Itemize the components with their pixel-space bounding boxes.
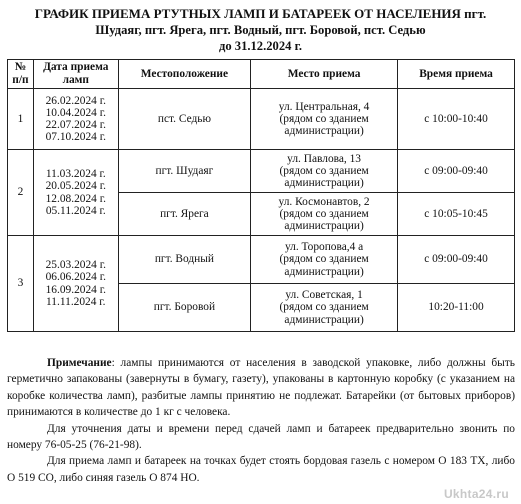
row-location: пгт. Водный [118, 236, 250, 284]
row-address [251, 193, 398, 236]
row-dates [33, 236, 118, 332]
address-line: ул. Павлова, 13 [287, 152, 362, 165]
address-line: ул. Советская, 1 [285, 289, 363, 302]
row-time: с 10:00-10:40 [398, 89, 515, 150]
row-num: 3 [8, 236, 34, 332]
date: 25.03.2024 г. [45, 259, 106, 272]
row-time: с 09:00-09:40 [398, 150, 515, 193]
row-location: пгт. Ярега [118, 193, 250, 236]
table-header-row [8, 60, 515, 89]
title-line-1: ГРАФИК ПРИЕМА РТУТНЫХ ЛАМП И БАТАРЕЕК ОТ НАСЕЛЕНИЯ пгт. [34, 6, 487, 21]
row-address [251, 284, 398, 332]
row-dates [33, 150, 118, 236]
row-location: пгт. Шудаяг [118, 150, 250, 193]
note-label: Примечание [47, 357, 112, 369]
title-line-2: Шудаяг, пгт. Ярега, пгт. Водный, пгт. Боровой, пст. Седью [95, 23, 426, 37]
title-line-3: до 31.12.2024 г. [218, 39, 303, 53]
date: 22.07.2024 г. [45, 119, 106, 131]
date: 10.04.2024 г. [45, 106, 106, 119]
row-location: пст. Седью [118, 89, 250, 150]
address-line: администрации) [284, 313, 364, 326]
address-line: администрации) [284, 220, 364, 233]
address-line: ул. Центральная, 4 [278, 100, 370, 113]
address-line: ул. Торопова,4 а [284, 241, 364, 254]
header-dates: Дата приема ламп [33, 60, 118, 89]
row-num: 2 [8, 150, 34, 236]
note-paragraph-1 [7, 355, 515, 421]
date: 26.02.2024 г. [45, 94, 106, 107]
schedule-table [7, 59, 515, 332]
date: 12.08.2024 г. [45, 192, 106, 205]
address-line: ул. Космонавтов, 2 [278, 195, 370, 208]
note-paragraph-2: Для уточнения даты и времени перед сдачей ламп и батареек предварительно звонить по номеру 76-05-25 (76-21-98). [7, 422, 515, 452]
date: 07.10.2024 г. [45, 131, 106, 144]
header-place: Место приема [251, 60, 398, 89]
row-time: 10:20-11:00 [398, 284, 515, 332]
address-line: (рядом со зданием [279, 253, 369, 266]
address-line: администрации) [284, 177, 364, 190]
date: 16.09.2024 г. [45, 283, 106, 296]
row-time: с 09:00-09:40 [398, 236, 515, 284]
header-num: № п/п [8, 60, 34, 89]
date: 11.11.2024 г. [46, 295, 106, 308]
row-address [251, 150, 398, 193]
table-row [8, 236, 515, 284]
note-section [7, 355, 515, 486]
note-text-1: : лампы принимаются от населения в заводской упаковке, либо должны быть герметично запакованы (завернуты в бумагу, газету), упакованы в картонную коробку (с указанием на коробке количества ламп), разбитые лампы принятию не подлежат. Батарейки (от бытовых приборов) принимаются в количестве до 1 кг с человека. [7, 357, 515, 419]
document-title [6, 6, 515, 54]
address-line: администрации) [284, 265, 364, 278]
table-row [8, 89, 515, 150]
address-line: (рядом со зданием [279, 207, 369, 220]
row-dates [33, 89, 118, 150]
note-paragraph-3: Для приема ламп и батареек на точках будет стоять бордовая газель с номером О 183 ТХ, либо О 519 СО, либо синяя газель О 874 НО. [7, 455, 515, 484]
row-location: пгт. Боровой [118, 284, 250, 332]
address-line: (рядом со зданием [279, 112, 369, 125]
row-address [251, 89, 398, 150]
address-line: (рядом со зданием [279, 301, 369, 314]
date: 11.03.2024 г. [45, 168, 106, 181]
row-time: с 10:05-10:45 [398, 193, 515, 236]
date: 05.11.2024 г. [45, 204, 106, 217]
row-num: 1 [8, 89, 34, 150]
header-location: Местоположение [118, 60, 250, 89]
table-row [8, 150, 515, 193]
address-line: администрации) [284, 125, 364, 138]
watermark: Ukhta24.ru [443, 487, 509, 501]
date: 20.05.2024 г. [45, 180, 106, 193]
header-time: Время приема [398, 60, 515, 89]
date: 06.06.2024 г. [45, 271, 106, 284]
row-address [251, 236, 398, 284]
address-line: (рядом со зданием [279, 164, 369, 177]
